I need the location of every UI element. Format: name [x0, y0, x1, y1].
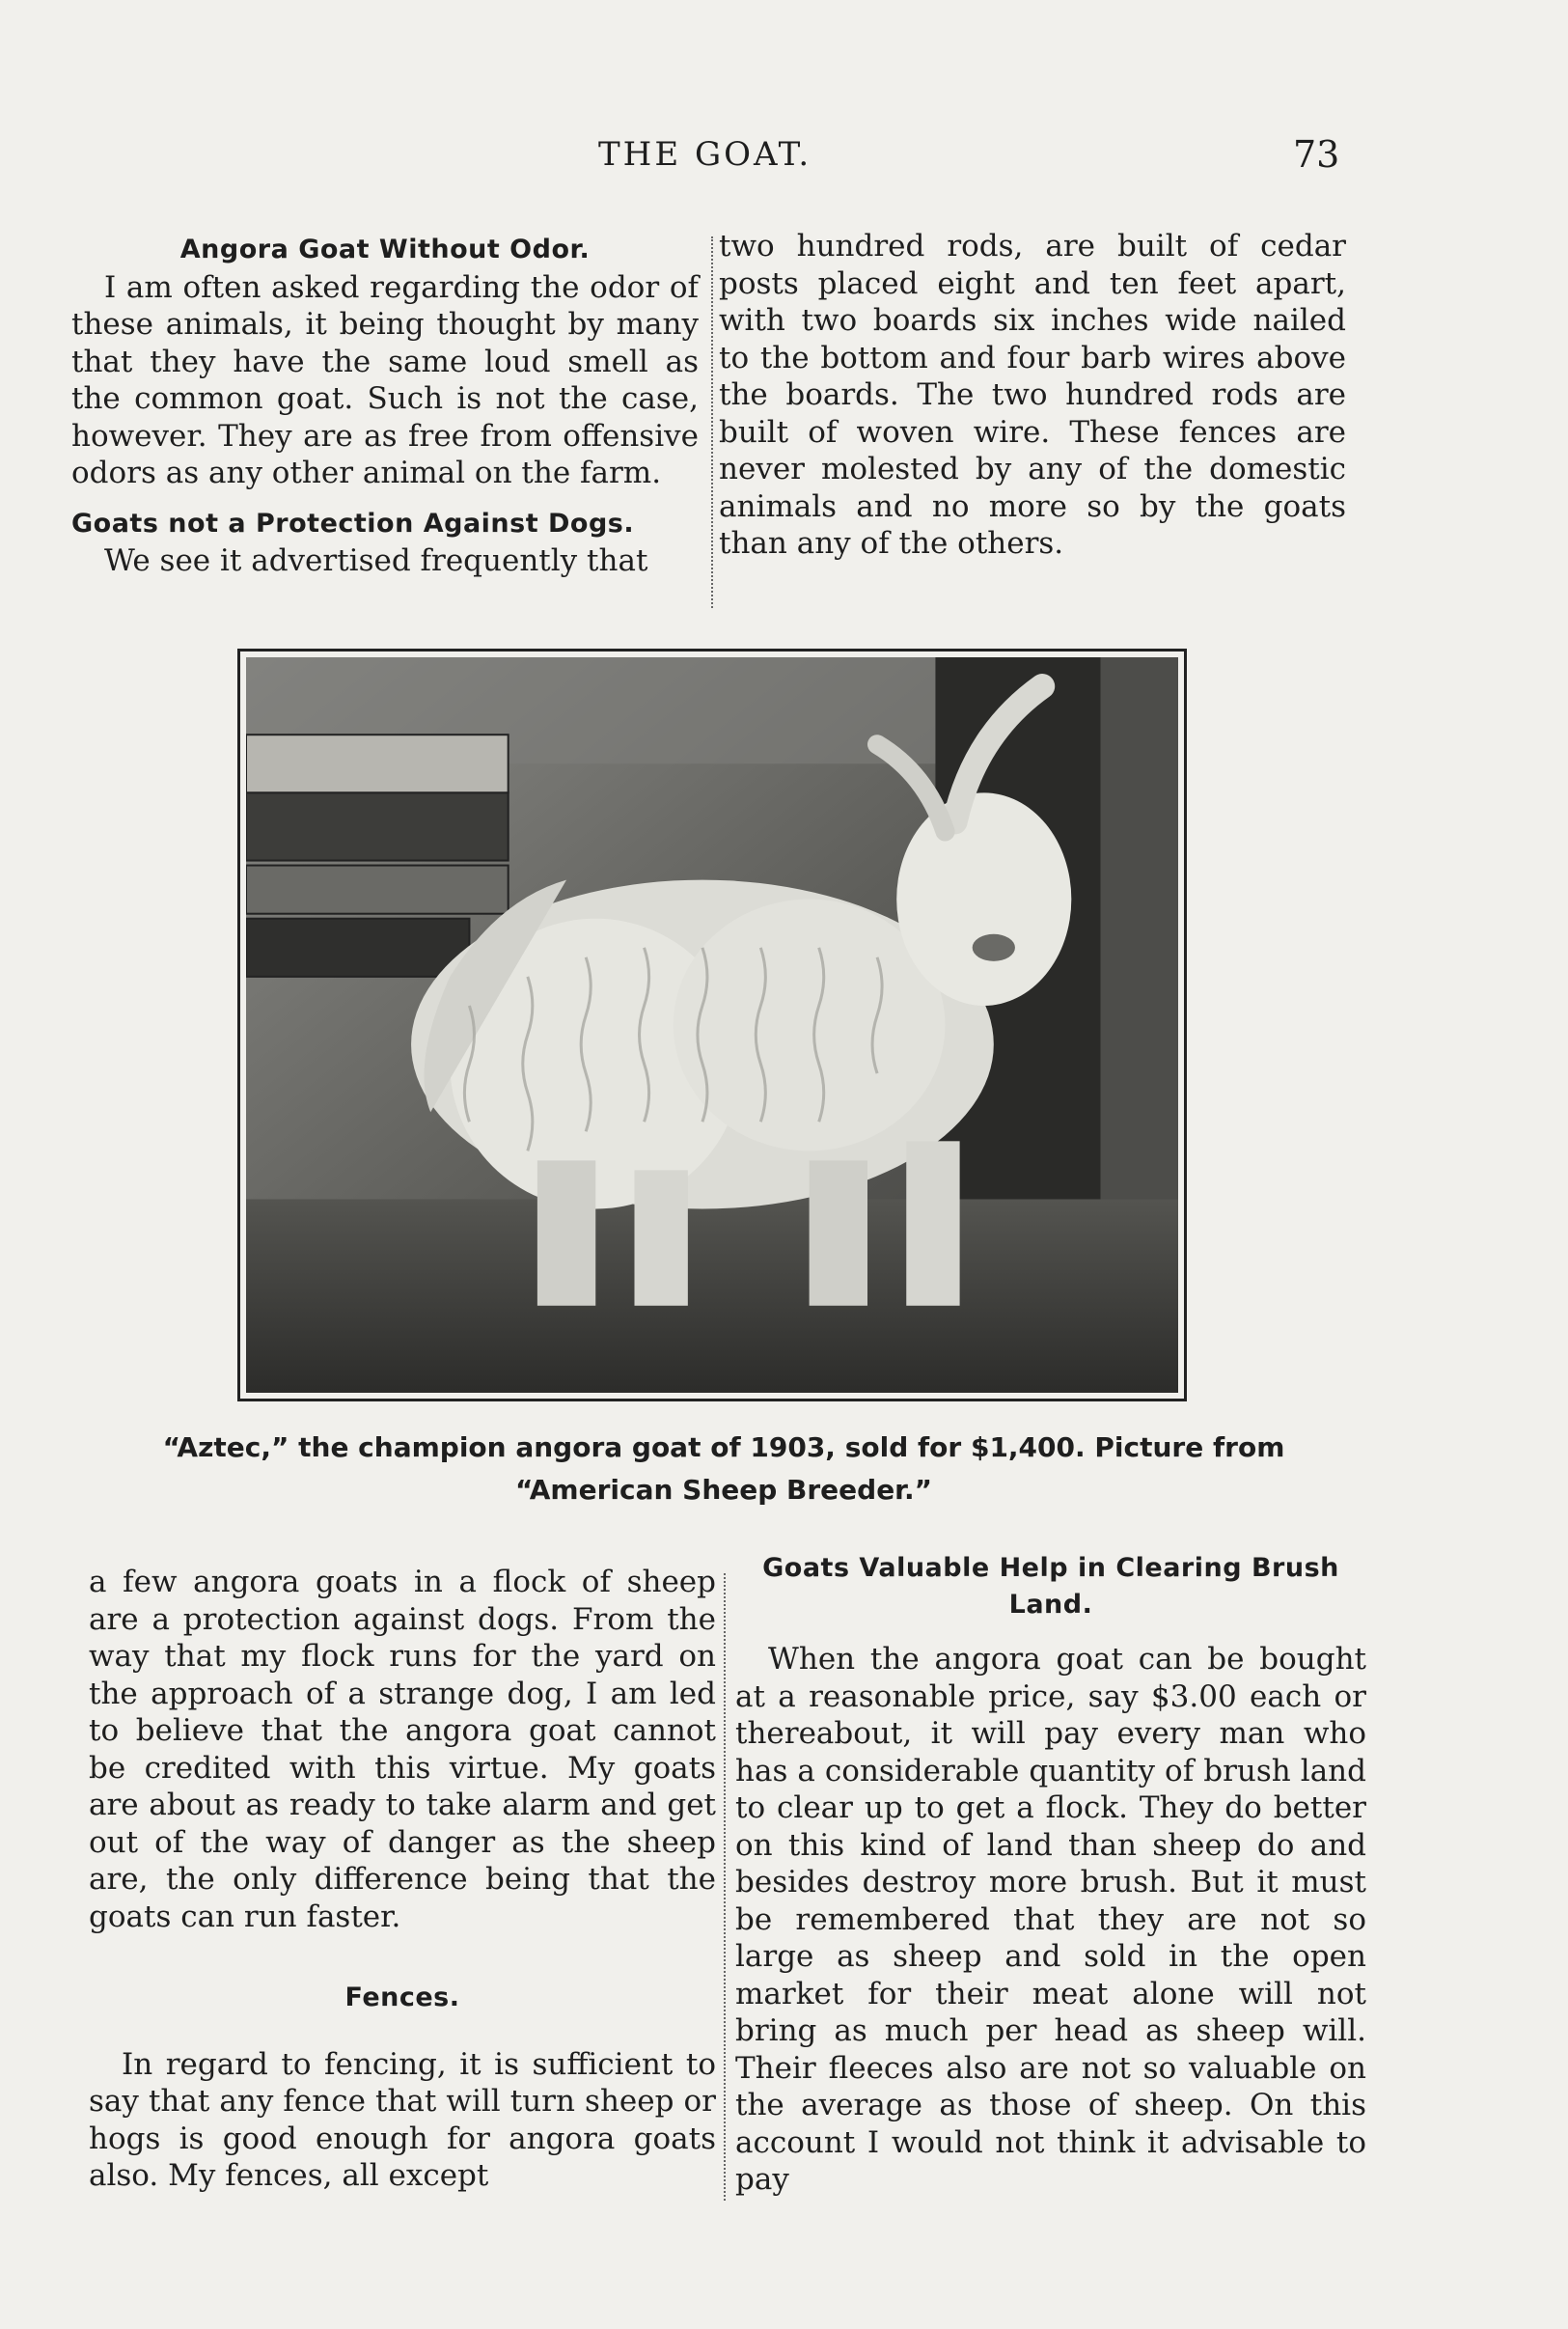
odor-paragraph: I am often asked regarding the odor of these animals, it being thought by many that they have the same loud smell as the common goat. Such is not the case, however. They are as free from offensive odors as any other animal on the farm. [71, 269, 699, 490]
dogs-paragraph-cont: a few angora goats in a flock of sheep are a protection against dogs. From the way that my flock runs for the yard on the approach of a strange dog, I am led to believe that the angora goat cannot be credited with this virtue. My goats are about as ready to take alarm and get out of the way of danger as the sheep are, the only difference being that the goats can run faster. [89, 1565, 716, 1934]
running-title: THE GOAT. [598, 135, 812, 174]
top-right-column [719, 228, 1346, 563]
page-number: 73 [1293, 133, 1340, 176]
fences-paragraph: In regard to fencing, it is sufficient to say that any fence that will turn sheep or hogs is good enough for angora goats also. My fences, all except [89, 2046, 716, 2193]
bottom-left-column [89, 1564, 716, 2195]
brush-paragraph: When the angora goat can be bought at a reasonable price, say $3.00 each or thereabout, it will pay every man who has a considerable quantity of brush land to clear up to get a flock. They do better on this kind of land than sheep do and besides destroy more brush. But it must be remembered that they are not so large as sheep and sold in the open market for their meat alone will not bring as much per head as sheep will. Their fleeces also are not so valuable on the average as those of sheep. On this account I would not think it advisable to pay [735, 1642, 1366, 2197]
figure-caption [87, 1427, 1361, 1511]
top-left-column [71, 232, 699, 580]
fence-paragraph-end: two hundred rods, are built of cedar posts placed eight and ten feet apart, with two boards six inches wide nailed to the bottom and four barb wires above the boards. The two hundred rods are built of woven wire. These fences are never molested by any of the domestic animals and no more so by the goats than any of the others. [719, 229, 1346, 561]
brush-heading: Goats Valuable Help in Clearing Brush Land. [762, 1553, 1339, 1620]
odor-heading: Angora Goat Without Odor. [179, 235, 591, 264]
dogs-paragraph-start: We see it advertised frequently that [104, 543, 648, 578]
column-divider-lower [724, 1573, 726, 2201]
caption-line-2: “American Sheep Breeder.” [514, 1474, 933, 1506]
bottom-right-column [735, 1550, 1366, 2199]
dogs-heading: Goats not a Protection Against Dogs. [71, 508, 635, 539]
caption-line-1: “Aztec,” the champion angora goat of 1903, sold for $1,400. Picture from [162, 1431, 1285, 1463]
fence-boards [246, 735, 509, 977]
goat-photograph [237, 649, 1187, 1401]
fences-heading: Fences. [344, 1982, 460, 2012]
column-divider [711, 236, 713, 608]
goat-illustration [246, 657, 1178, 1393]
